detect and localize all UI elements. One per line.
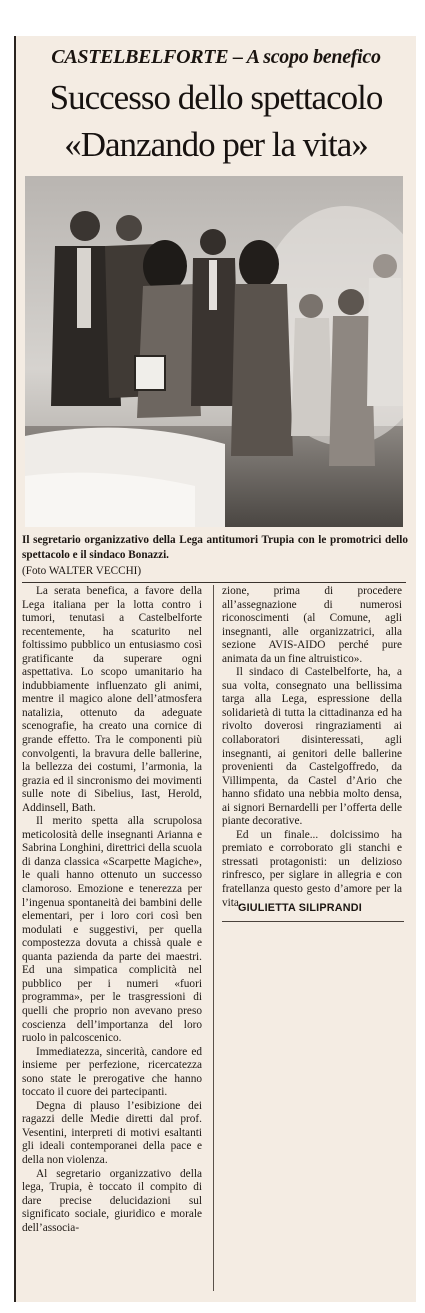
- left-text-column: [22, 585, 202, 1235]
- photo-caption: Il segretario organizzativo della Lega antitumori Trupia con le promotrici dello spettacolo e il sindaco Bonazzi.: [22, 534, 408, 561]
- paragraph: Degna di plauso l’esibizione dei ragazzi delle Medie diretti dal prof. Vesentini, interpreti di motivi esaltanti gli ideali contemporanei della pace e della non violenza.: [22, 1099, 202, 1166]
- paragraph: Ed un finale... dolcissimo ha premiato e corroborato gli stanchi e stressati protagonisti: un delizioso rinfresco, per siglare in allegria e con fratellanza questo gesto d’amore per la vita.: [222, 828, 402, 909]
- paragraph: Il sindaco di Castelbelforte, ha, a sua volta, consegnato una bellissima targa alla Lega, espressione della solidarietà di tutta la cittadinanza ed ha rivolto doverosi ringraziamenti ai collaboratori disinteressati, agli insegnanti, ai genitori delle ballerine provenienti da Castelgoffredo, da Villimpenta, da Castel d’Ario che hanno sfidato una nebbia molto densa, ai signori Bernardelli per l’offerta delle piante decorative.: [222, 666, 402, 828]
- headline-line-2: «Danzando per la vita»: [64, 125, 368, 164]
- right-text-column: [222, 585, 402, 910]
- paragraph: Immediatezza, sincerità, candore ed insieme per perfezione, ricercatezza sono state le prerogative che hanno toccato il cuore dei partecipanti.: [22, 1045, 202, 1099]
- paragraph: Il merito spetta alla scrupolosa meticolosità delle insegnanti Arianna e Sabrina Longhini, direttrici della scuola di danza classica «Scarpette Magiche», le quali hanno ottenuto un successo clamoroso. Emozione e tenerezza per l’ingenua spontaneità dei bambini delle elementari, per i loro cori così ben modulati e suggestivi, per quella compostezza dovuta a chissà quale e quanta pazienda da parte dei maestri. Ed una simpatica complicità nel pubblico per i numeri «fuori programma», per le trasgressioni di quelli che proprio non avevano preso coscienza dell’importanza del loro ruolo in palcoscenico.: [22, 815, 202, 1045]
- article-kicker: CASTELBELFORTE – A scopo benefico: [51, 46, 381, 68]
- paragraph: Al segretario organizzativo della lega, Trupia, è toccato il compito di dare precise delucidazioni sul significato sociale, giuridico e morale dell’associa-: [22, 1167, 202, 1234]
- column-divider: [213, 585, 214, 1291]
- paragraph: zione, prima di procedere all’assegnazione di numerosi riconoscimenti (al Comune, agli insegnanti, alle organizzatrici, alla sezione AVIS-AIDO perché pure animata da un fine altruistico».: [222, 585, 402, 665]
- caption-divider: [22, 582, 406, 583]
- byline-divider: [222, 921, 404, 922]
- newspaper-clipping: [14, 36, 416, 1302]
- photo-credit: (Foto WALTER VECCHI): [22, 565, 142, 577]
- event-photo: [25, 176, 403, 527]
- headline-line-1: Successo dello spettacolo: [49, 78, 383, 117]
- paragraph: La serata benefica, a favore della Lega italiana per la lotta contro i tumori, tenutasi a Castelbelforte recentemente, ha scaturito nel foltissimo pubblico un entusiasmo così gratificante da superare ogni aspettativa. Lo scopo umanitario ha indubbiamente influenzato gli animi, mentre il magico alone dell’atmosfera natalizia, ottenuto da adeguate scenografie, ha creato una cornice di grande effetto. Tra le componenti più convolgenti, la bravura delle ballerine, la bellezza dei costumi, l’armonia, la grazia ed il sincronismo dei movimenti sulle note di Sibelius, Iast, Herold, Addinsell, Bath.: [22, 585, 202, 814]
- author-byline: GIULIETTA SILIPRANDI: [238, 902, 362, 914]
